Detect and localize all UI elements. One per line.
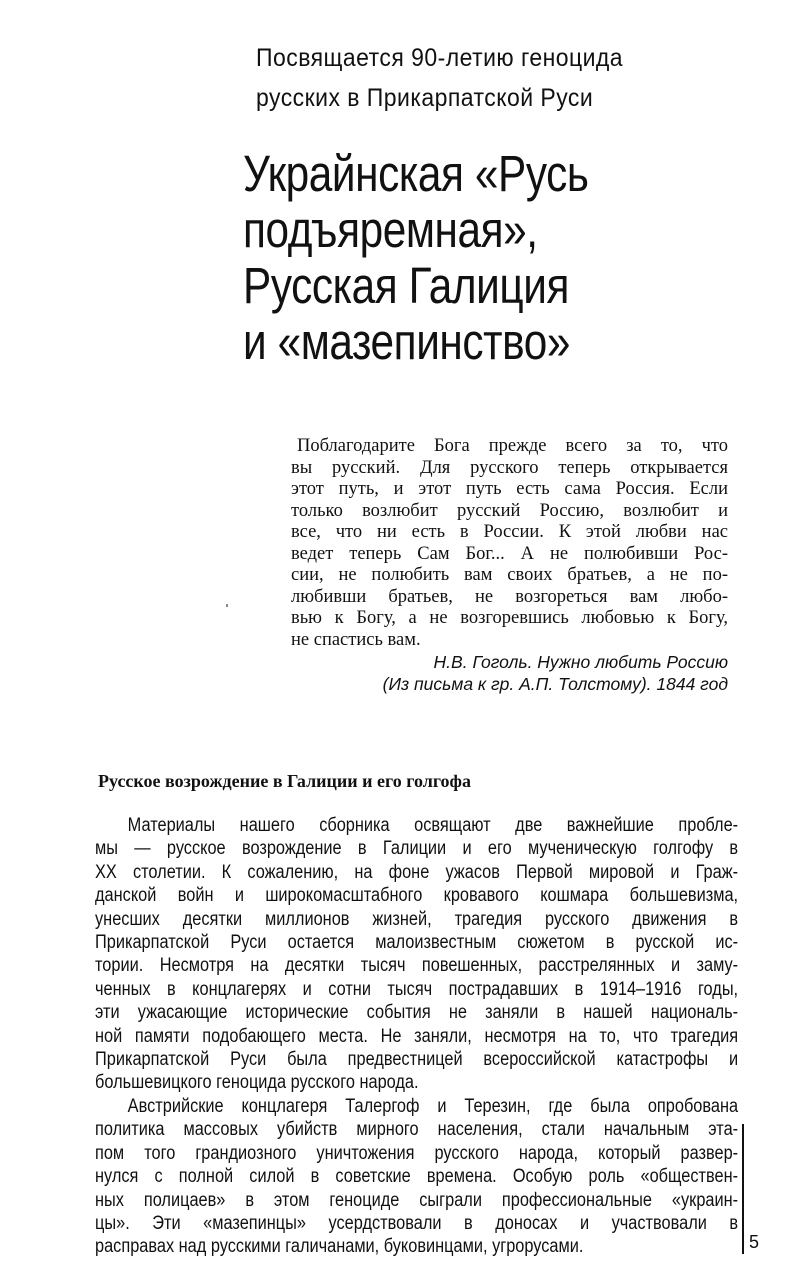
dedication-line: Посвящается 90-летию геноцида: [256, 44, 624, 72]
attribution-line: Н.В. Гоголь. Нужно любить Россию: [433, 652, 728, 672]
body-line: большевицкого геноцида русского народа.: [95, 1072, 419, 1094]
body-line: политика массовых убийств мирного населения, стали начальным эта-: [95, 1119, 739, 1141]
body-line: XX столетии. К сожалению, на фоне ужасов Первой мировой и Граж-: [95, 861, 739, 883]
body-line: пом того грандиозного уничтожения русского народа, который развер-: [95, 1142, 739, 1164]
title-line: Русская Галиция: [243, 257, 569, 314]
body-line: тории. Несмотря на десятки тысяч повешенных, расстрелянных и заму-: [95, 955, 739, 977]
body-text: [95, 814, 738, 1259]
body-line: ных полицаев» в этом геноциде сыграли профессиональные «украин-: [95, 1189, 739, 1211]
page-number: 5: [749, 1232, 760, 1252]
body-line: мы — русское возрождение в Галиции и его мученическую голгофу в: [95, 838, 739, 860]
epigraph-line: все, что ни есть в России. К этой любви нас: [291, 522, 728, 542]
section-heading: Русское возрождение в Галиции и его голгофа: [98, 771, 471, 791]
margin-rule: [742, 1124, 744, 1254]
chapter-title: [243, 146, 641, 370]
body-line: ченных в концлагерях и сотни тысяч пострадавших в 1914–1916 годы,: [95, 978, 739, 1000]
epigraph-attribution: [291, 651, 728, 695]
epigraph-line: не спастись вам.: [291, 629, 421, 650]
body-line: Прикарпатской Руси была предвестницей всероссийской катастрофы и: [95, 1049, 739, 1071]
epigraph-line: ведет теперь Сам Бог... А не полюбивши Рос-: [291, 543, 728, 564]
epigraph-line: Поблагодарите Бога прежде всего за то, что: [297, 436, 728, 456]
body-line: расправах над русскими галичанами, буковинцами, угрорусами.: [95, 1236, 584, 1258]
attribution-line: (Из письма к гр. А.П. Толстому). 1844 год: [382, 674, 728, 694]
body-line: цы». Эти «мазепинцы» усердствовали в доносах и участвовали в: [95, 1212, 739, 1234]
body-line: данской войн и широкомасштабного кровавого кошмара большевизма,: [95, 885, 739, 907]
body-line: Прикарпатской Руси остается малоизвестным сюжетом в русской ис-: [95, 932, 739, 954]
epigraph: [291, 436, 728, 695]
body-line: Австрийские концлагеря Талергоф и Терезин, где была опробована: [127, 1095, 739, 1117]
body-line: ной памяти подобающего места. Не заняли, несмотря на то, что трагедия: [95, 1025, 739, 1047]
print-speck: [226, 604, 228, 607]
epigraph-line: вы русский. Для русского теперь открывается: [291, 457, 728, 478]
dedication-line: русских в Прикарпатской Руси: [256, 84, 594, 112]
title-line: подъяремная»,: [243, 201, 538, 258]
body-line: Материалы нашего сборника освящают две важнейшие пробле-: [127, 815, 739, 836]
epigraph-line: сии, не полюбить вам своих братьев, а не по-: [291, 565, 728, 585]
title-line: и «мазепинство»: [243, 313, 570, 370]
epigraph-line: вью к Богу, а не возгоревшись любовью к Богу,: [291, 608, 728, 628]
dedication: [256, 38, 661, 118]
epigraph-line: этот путь, и этот путь есть сама Россия. Если: [291, 479, 728, 499]
body-line: нулся с полной силой в советские времена. Особую роль «обществен-: [95, 1166, 739, 1188]
body-line: унесших десятки миллионов жизней, трагедия русского движения в: [95, 908, 739, 930]
title-line: Украйнская «Русь: [243, 145, 589, 202]
epigraph-line: любивши братьев, не возгореться вам любо-: [291, 586, 728, 607]
body-line: эти ужасающие исторические события не заняли в нашей националь-: [95, 1002, 739, 1024]
epigraph-line: только возлюбит русский Россию, возлюбит и: [291, 500, 728, 521]
